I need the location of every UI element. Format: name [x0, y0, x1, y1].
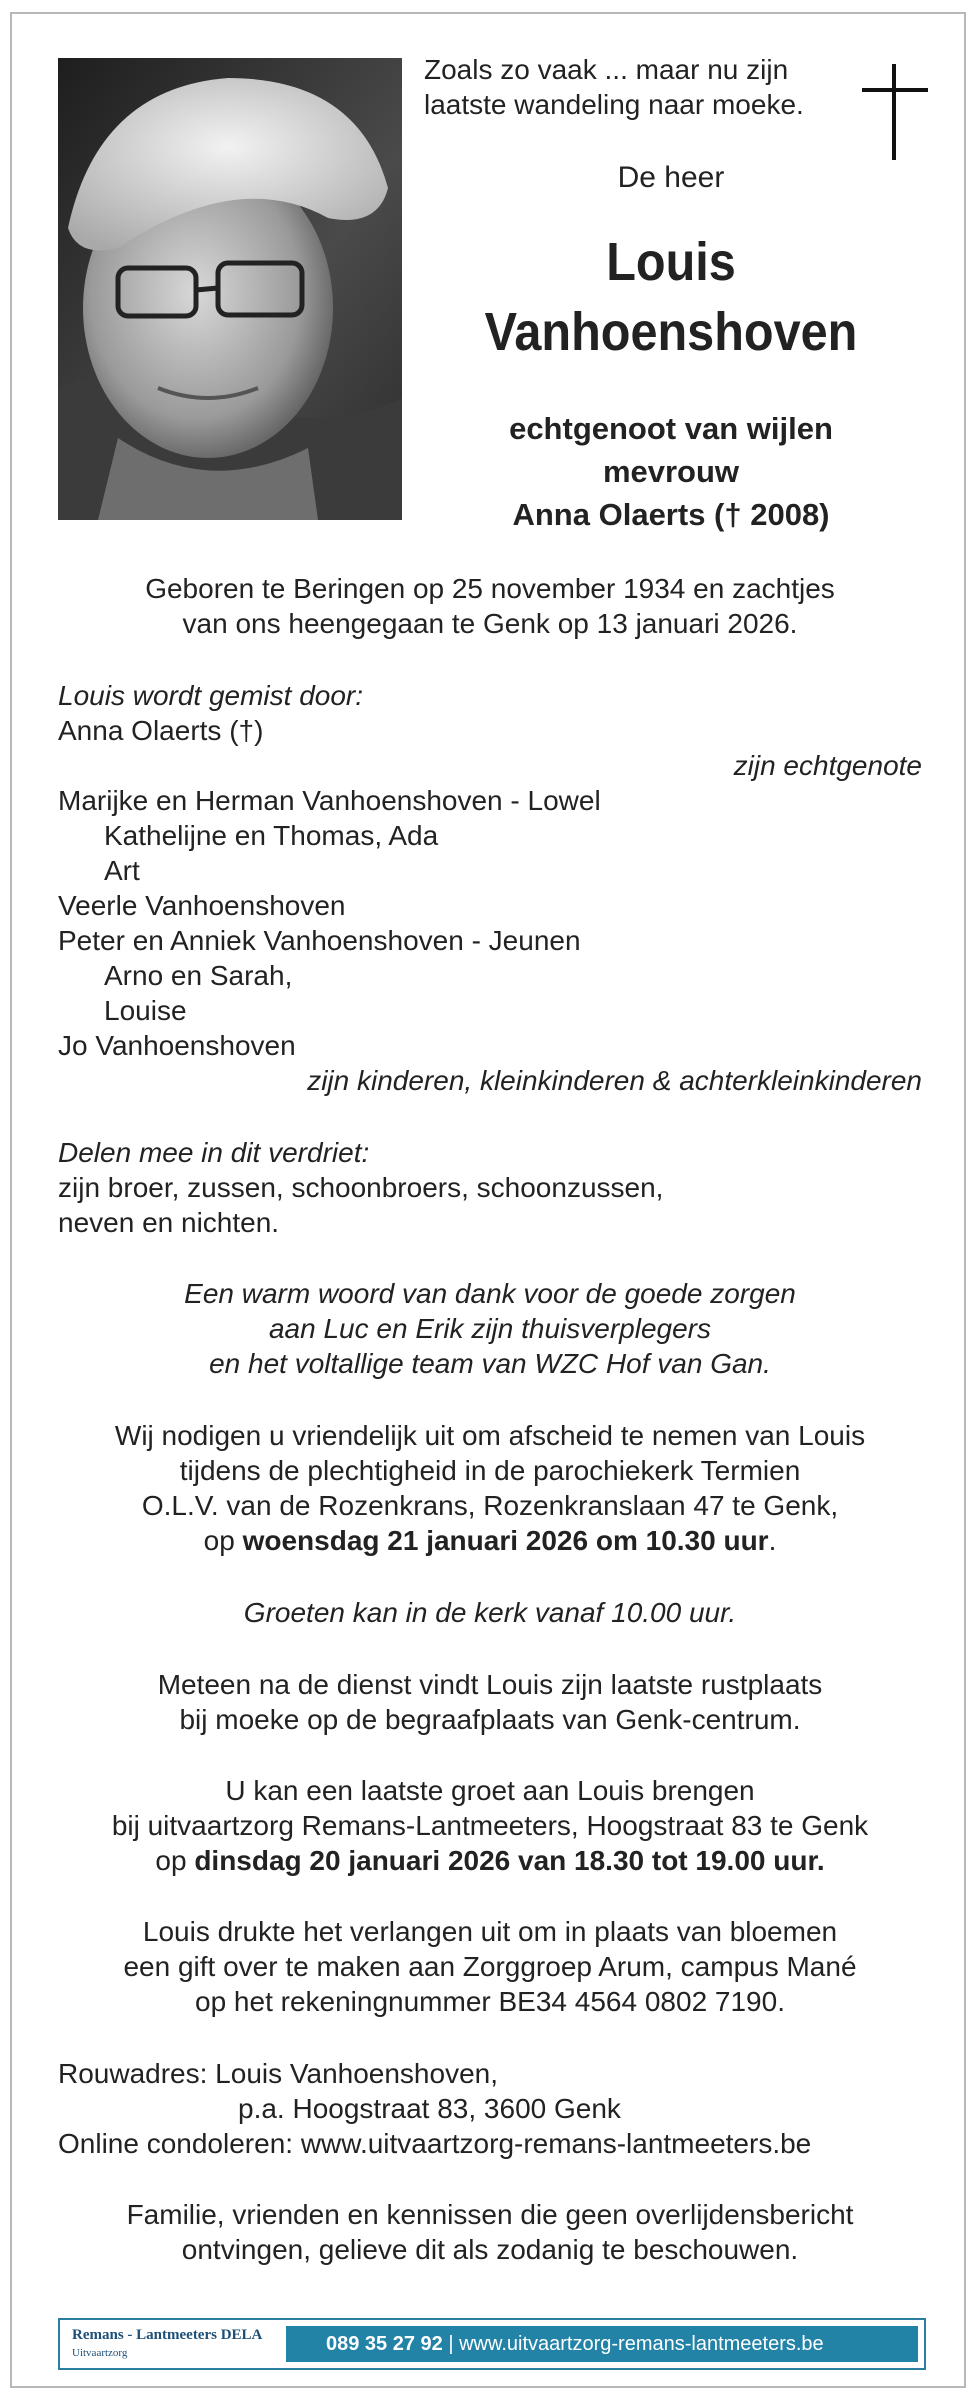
burial-line-2: bij moeke op de begraafplaats van Genk-centrum.: [179, 1704, 801, 1735]
funeral-home-logo-sub: Uitvaartzorg: [72, 2347, 128, 2359]
closing-line-2: ontvingen, gelieve dit als zodanig te beschouwen.: [181, 2234, 799, 2265]
separator: |: [442, 2333, 460, 2355]
ceremony-line-3: O.L.V. van de Rozenkrans, Rozenkranslaan 47 te Genk,: [141, 1490, 839, 1521]
mourner-line: Peter en Anniek Vanhoenshoven - Jeunen: [58, 925, 581, 956]
burial-line-1: Meteen na de dienst vindt Louis zijn laatste rustplaats: [157, 1669, 823, 1700]
website-link[interactable]: www.uitvaartzorg-remans-lantmeeters.be: [459, 2333, 824, 2355]
mourner-line: Arno en Sarah,: [104, 960, 293, 991]
donation-line-2: een gift over te maken aan Zorggroep Arum, campus Mané: [123, 1951, 857, 1982]
donation-line-1: Louis drukte het verlangen uit om in plaats van bloemen: [142, 1916, 838, 1947]
visitation-line-1: U kan een laatste groet aan Louis brengen: [225, 1775, 755, 1806]
visitation-datetime: dinsdag 20 januari 2026 van 18.30 tot 19.00 uur.: [194, 1845, 825, 1876]
birth-line-2: van ons heengegaan te Genk op 13 januari 2026.: [182, 608, 798, 639]
thanks-line-2: aan Luc en Erik zijn thuisverplegers: [268, 1313, 711, 1344]
ceremony-line-2: tijdens de plechtigheid in de parochiekerk Termien: [179, 1455, 801, 1486]
thanks-line-3: en het voltallige team van WZC Hof van Gan.: [209, 1348, 771, 1379]
mourner-line: Marijke en Herman Vanhoenshoven - Lowel: [58, 785, 601, 816]
quote-line-1: Zoals zo vaak ... maar nu zijn: [424, 54, 789, 85]
mourner-line: Jo Vanhoenshoven: [58, 1030, 296, 1061]
mourner-line: Kathelijne en Thomas, Ada: [104, 820, 439, 851]
quote-line-2: laatste wandeling naar moeke.: [424, 89, 804, 120]
address-line-2: p.a. Hoogstraat 83, 3600 Genk: [238, 2093, 621, 2124]
ceremony-datetime: woensdag 21 januari 2026 om 10.30 uur: [242, 1525, 769, 1556]
cross-icon: [862, 64, 928, 160]
funeral-home-logo: Remans - Lantmeeters DELA: [72, 2327, 263, 2343]
shared-grief-intro: Delen mee in dit verdriet:: [58, 1137, 370, 1168]
visitation-line-2: bij uitvaartzorg Remans-Lantmeeters, Hoogstraat 83 te Genk: [111, 1810, 869, 1841]
portrait-photo: [58, 58, 402, 520]
honorific: De heer: [617, 161, 725, 194]
spouse-line-2: mevrouw: [602, 454, 740, 489]
funeral-home-banner: [58, 2318, 926, 2370]
visitation-line-3: op dinsdag 20 januari 2026 van 18.30 tot 19.00 uur.: [155, 1845, 825, 1876]
deceased-last-name: Vanhoenshoven: [484, 302, 858, 362]
thanks-line-1: Een warm woord van dank voor de goede zorgen: [184, 1278, 796, 1309]
address-line-1: Rouwadres: Louis Vanhoenshoven,: [58, 2058, 499, 2089]
spouse-line-1: echtgenoot van wijlen: [509, 411, 833, 446]
donation-line-3: op het rekeningnummer BE34 4564 0802 7190.: [195, 1986, 785, 2017]
mourner-line: Louise: [104, 995, 187, 1026]
birth-line-1: Geboren te Beringen op 25 november 1934 en zachtjes: [145, 573, 835, 604]
mourner-line: Art: [104, 855, 140, 886]
spouse-line-3: Anna Olaerts († 2008): [512, 497, 830, 532]
children-role: zijn kinderen, kleinkinderen & achterkleinkinderen: [307, 1065, 922, 1096]
phone-number[interactable]: 089 35 27 92: [326, 2333, 443, 2355]
mourners-intro: Louis wordt gemist door:: [58, 680, 364, 711]
closing-line-1: Familie, vrienden en kennissen die geen overlijdensbericht: [126, 2199, 854, 2230]
shared-grief-line-2: neven en nichten.: [58, 1207, 280, 1238]
mourner-line: Veerle Vanhoenshoven: [58, 890, 346, 921]
greeting-note: Groeten kan in de kerk vanaf 10.00 uur.: [243, 1597, 737, 1628]
shared-grief-line-1: zijn broer, zussen, schoonbroers, schoonzussen,: [58, 1172, 664, 1203]
contact-bar: [286, 2326, 918, 2362]
ceremony-line-4: op woensdag 21 januari 2026 om 10.30 uur.: [203, 1525, 777, 1556]
deceased-first-name: Louis: [606, 232, 736, 292]
spouse-role: zijn echtgenote: [733, 750, 922, 781]
ceremony-line-1: Wij nodigen u vriendelijk uit om afscheid te nemen van Louis: [114, 1420, 866, 1451]
spouse-name: Anna Olaerts (†): [58, 715, 264, 746]
online-condolences: Online condoleren: www.uitvaartzorg-remans-lantmeeters.be: [58, 2128, 812, 2159]
